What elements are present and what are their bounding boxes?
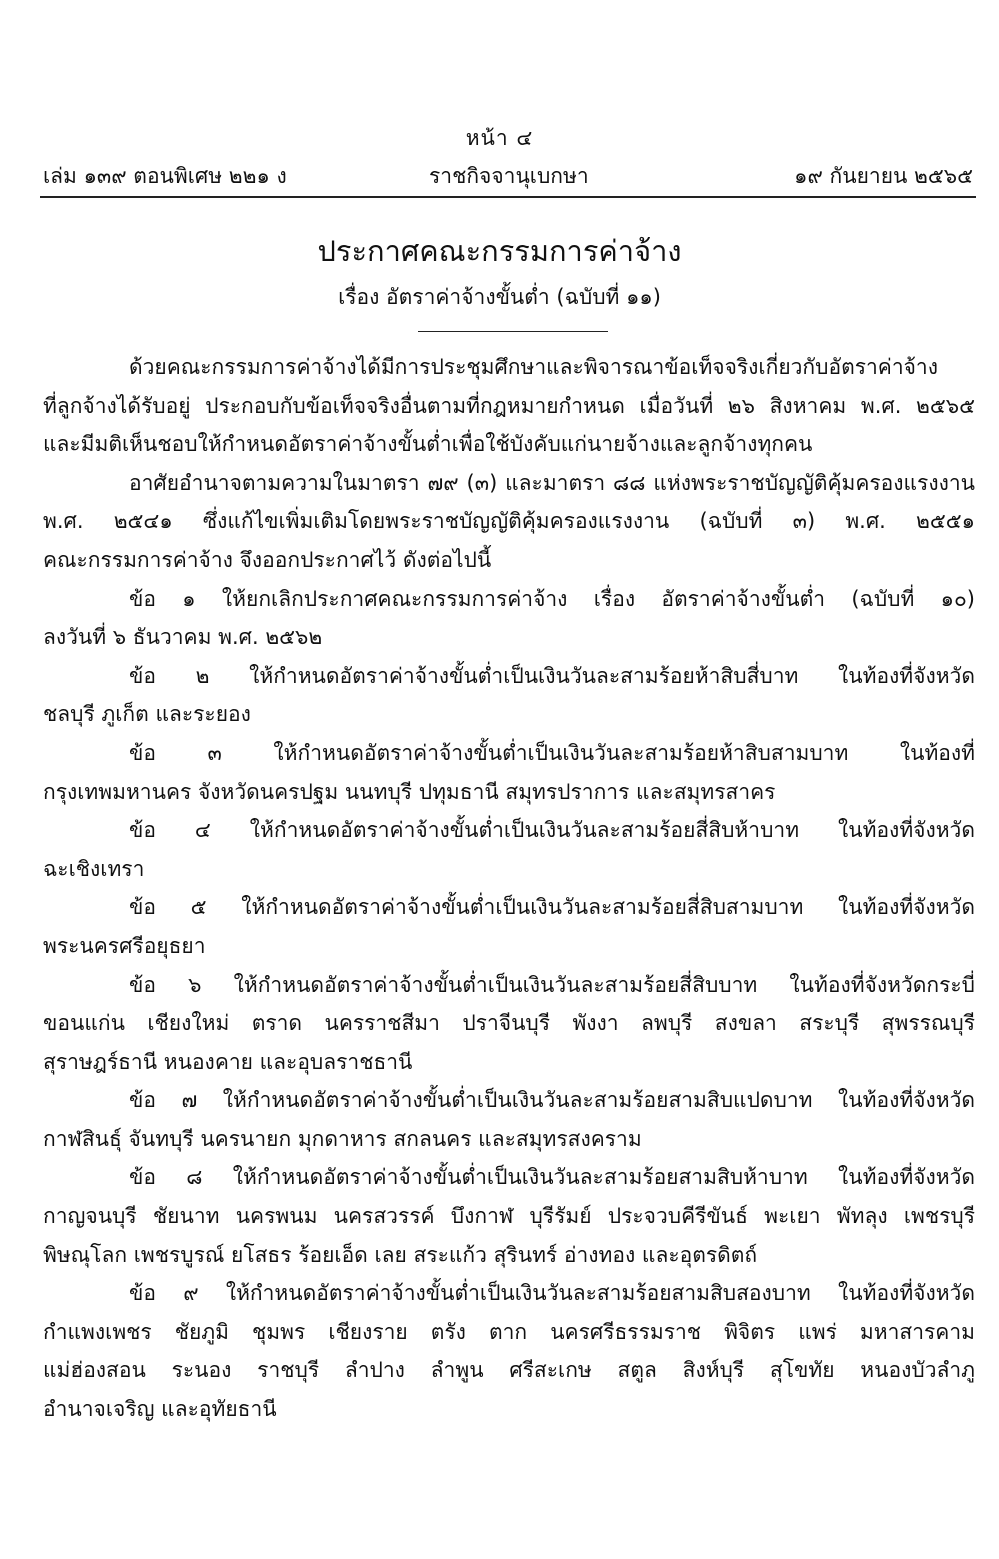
body-line: พระนครศรีอยุธยา (43, 933, 206, 958)
volume-issue: เล่ม ๑๓๙ ตอนพิเศษ ๒๒๑ ง (43, 164, 287, 188)
body-line: ข้อ ๙ ให้กำหนดอัตราค่าจ้างขั้นต่ำเป็นเงินวันละสามร้อยสามสิบสองบาท ในท้องที่จังหวัด (129, 1281, 975, 1306)
body-line: พิษณุโลก เพชรบูรณ์ ยโสธร ร้อยเอ็ด เลย สระแก้ว สุรินทร์ อ่างทอง และอุตรดิตถ์ (43, 1242, 758, 1267)
body-line: กำแพงเพชร ชัยภูมิ ชุมพร เชียงราย ตรัง ตาก นครศรีธรรมราช พิจิตร แพร่ มหาสารคาม (43, 1319, 975, 1344)
body-line: ข้อ ๒ ให้กำหนดอัตราค่าจ้างขั้นต่ำเป็นเงินวันละสามร้อยห้าสิบสี่บาท ในท้องที่จังหวัด (129, 663, 975, 688)
body-line: คณะกรรมการค่าจ้าง จึงออกประกาศไว้ ดังต่อไปนี้ (43, 547, 492, 572)
body-line: ฉะเชิงเทรา (43, 856, 145, 881)
header-divider (40, 196, 976, 198)
publication-date: ๑๙ กันยายน ๒๕๖๕ (794, 164, 973, 188)
body-line: กาฬสินธุ์ จันทบุรี นครนายก มุกดาหาร สกลนคร และสมุทรสงคราม (43, 1126, 642, 1151)
title-divider (418, 331, 608, 332)
gazette-name: ราชกิจจานุเบกษา (429, 164, 589, 188)
body-line: กาญจนบุรี ชัยนาท นครพนม นครสวรรค์ บึงกาฬ บุรีรัมย์ ประจวบคีรีขันธ์ พะเยา พัทลุง เพชรบุรี (43, 1204, 975, 1229)
body-line: แม่ฮ่องสอน ระนอง ราชบุรี ลำปาง ลำพูน ศรีสะเกษ สตูล สิงห์บุรี สุโขทัย หนองบัวลำภู (43, 1358, 975, 1383)
body-line: ข้อ ๘ ให้กำหนดอัตราค่าจ้างขั้นต่ำเป็นเงินวันละสามร้อยสามสิบห้าบาท ในท้องที่จังหวัด (129, 1165, 975, 1190)
body-line: ข้อ ๑ ให้ยกเลิกประกาศคณะกรรมการค่าจ้าง เรื่อง อัตราค่าจ้างขั้นต่ำ (ฉบับที่ ๑๐) (129, 586, 975, 611)
body-line: อาศัยอำนาจตามความในมาตรา ๗๙ (๓) และมาตรา ๘๘ แห่งพระราชบัญญัติคุ้มครองแรงงาน (129, 470, 975, 495)
announcement-title: ประกาศคณะกรรมการค่าจ้าง (317, 234, 682, 268)
body-line: สุราษฎร์ธานี หนองคาย และอุบลราชธานี (43, 1049, 413, 1074)
body-line: และมีมติเห็นชอบให้กำหนดอัตราค่าจ้างขั้นต่ำเพื่อใช้บังคับแก่นายจ้างและลูกจ้างทุกคน (43, 432, 813, 457)
body-line: ขอนแก่น เชียงใหม่ ตราด นครราชสีมา ปราจีนบุรี พังงา ลพบุรี สงขลา สระบุรี สุพรรณบุรี (43, 1011, 975, 1036)
body-line: ข้อ ๓ ให้กำหนดอัตราค่าจ้างขั้นต่ำเป็นเงินวันละสามร้อยห้าสิบสามบาท ในท้องที่ (129, 740, 975, 765)
announcement-subject: เรื่อง อัตราค่าจ้างขั้นต่ำ (ฉบับที่ ๑๑) (338, 285, 661, 309)
body-line: ข้อ ๕ ให้กำหนดอัตราค่าจ้างขั้นต่ำเป็นเงินวันละสามร้อยสี่สิบสามบาท ในท้องที่จังหวัด (129, 895, 975, 920)
gazette-header (43, 160, 973, 192)
body-line: ที่ลูกจ้างได้รับอยู่ ประกอบกับข้อเท็จจริงอื่นตามที่กฎหมายกำหนด เมื่อวันที่ ๒๖ สิงหาคม พ.ศ. ๒๕๖๕ (43, 393, 975, 418)
body-line: ข้อ ๖ ให้กำหนดอัตราค่าจ้างขั้นต่ำเป็นเงินวันละสามร้อยสี่สิบบาท ในท้องที่จังหวัดกระบี่ (129, 972, 975, 997)
body-line: กรุงเทพมหานคร จังหวัดนครปฐม นนทบุรี ปทุมธานี สมุทรปราการ และสมุทรสาคร (43, 779, 776, 804)
body-line: ข้อ ๗ ให้กำหนดอัตราค่าจ้างขั้นต่ำเป็นเงินวันละสามร้อยสามสิบแปดบาท ในท้องที่จังหวัด (129, 1088, 975, 1113)
page-number: หน้า ๔ (465, 126, 534, 150)
body-line: ด้วยคณะกรรมการค่าจ้างได้มีการประชุมศึกษาและพิจารณาข้อเท็จจริงเกี่ยวกับอัตราค่าจ้าง (129, 355, 938, 379)
body-line: ลงวันที่ ๖ ธันวาคม พ.ศ. ๒๕๖๒ (43, 625, 323, 650)
body-line: พ.ศ. ๒๕๔๑ ซึ่งแก้ไขเพิ่มเติมโดยพระราชบัญญัติคุ้มครองแรงงาน (ฉบับที่ ๓) พ.ศ. ๒๕๕๑ (43, 509, 975, 534)
announcement-body (43, 348, 975, 1429)
body-line: ชลบุรี ภูเก็ต และระยอง (43, 702, 251, 727)
body-line: อำนาจเจริญ และอุทัยธานี (43, 1397, 277, 1422)
body-line: ข้อ ๔ ให้กำหนดอัตราค่าจ้างขั้นต่ำเป็นเงินวันละสามร้อยสี่สิบห้าบาท ในท้องที่จังหวัด (129, 818, 975, 843)
